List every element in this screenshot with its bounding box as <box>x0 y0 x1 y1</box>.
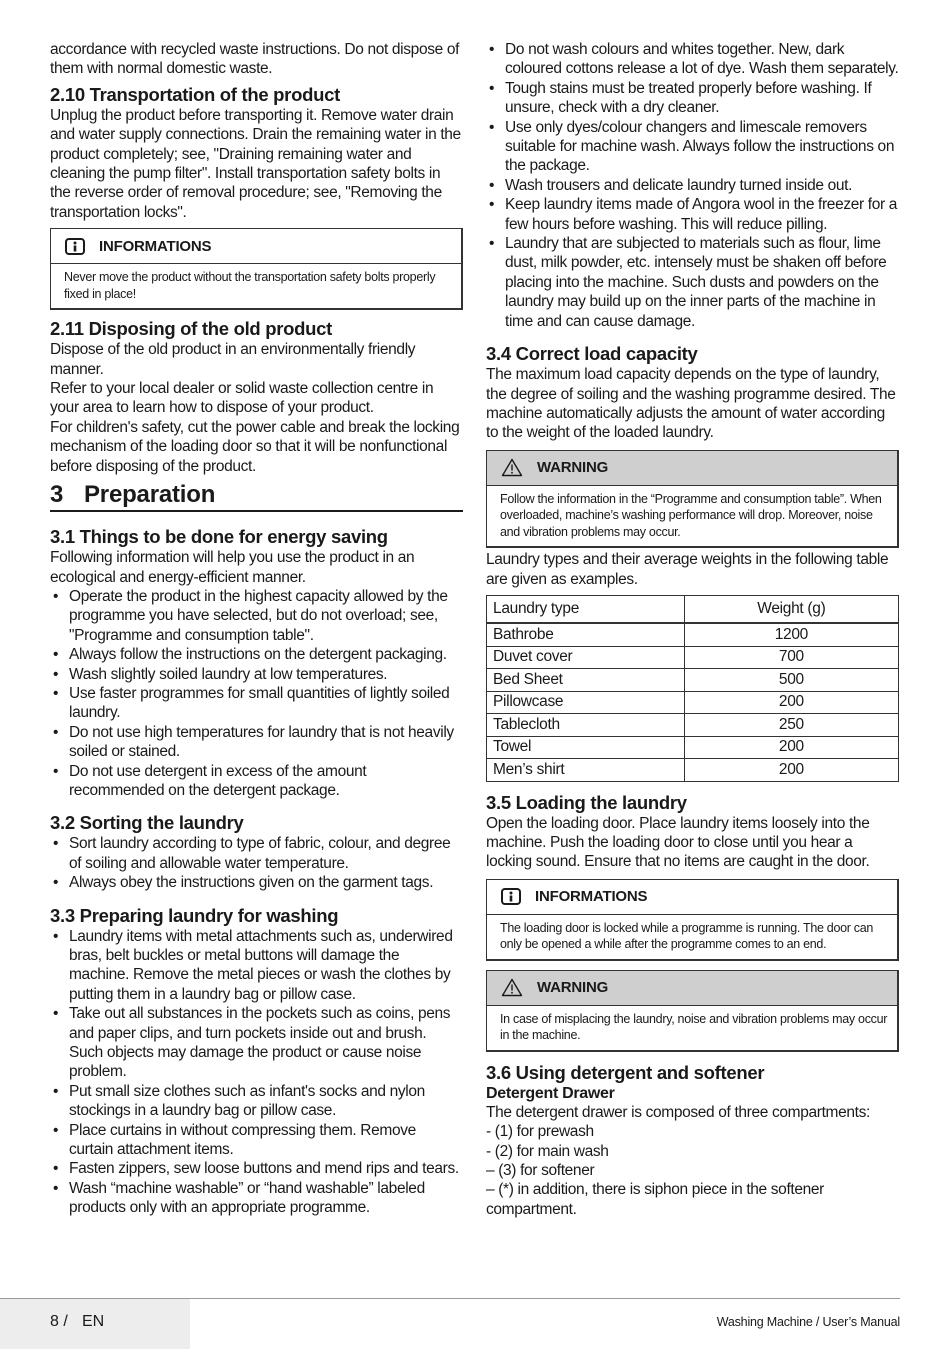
warning-box-body: Follow the information in the “Programme and consumption table”. When overloaded, machine’s washing performance will drop. Moreover, noise and vibration problems may occur. <box>500 491 882 539</box>
list-item: • Tough stains must be treated properly before washing. If unsure, check with a dry cleaner. <box>486 79 899 118</box>
table-cell: 250 <box>684 714 898 737</box>
section-3-2-list <box>50 834 463 892</box>
table-row <box>487 736 899 759</box>
column-header-laundry-type: Laundry type <box>487 596 685 624</box>
table-row <box>487 623 899 646</box>
info-box-header <box>487 880 897 915</box>
table-cell: 500 <box>684 669 898 692</box>
table-cell: Bathrobe <box>487 623 685 646</box>
section-2-11-p2: Refer to your local dealer or solid waste collection centre in your area to learn how to dispose of your product. <box>50 380 434 417</box>
section-2-10-body: Unplug the product before transporting it. Remove water drain and water supply connections. Drain the remaining water in the product completely; see, "Draining remaining water and cleaning the pump filter". Install transportation safety bolts in the reverse order of removal procedure; see, "Removing the transportation locks". <box>50 106 461 221</box>
section-2-10-heading: 2.10 Transportation of the product <box>50 83 340 105</box>
info-icon <box>501 888 521 905</box>
section-2-11-heading: 2.11 Disposing of the old product <box>50 318 333 340</box>
info-icon <box>65 238 85 255</box>
info-box-door <box>486 879 899 961</box>
warning-box-body: In case of misplacing the laundry, noise and vibration problems may occur in the machine. <box>500 1011 888 1043</box>
section-3-3-heading: 3.3 Preparing laundry for washing <box>50 904 339 926</box>
page-language: EN <box>82 1313 105 1330</box>
table-row <box>487 759 899 782</box>
list-item: • Place curtains in without compressing them. Remove curtain attachment items. <box>50 1121 463 1160</box>
table-cell: Men’s shirt <box>487 759 685 782</box>
section-3-1-intro: Following information will help you use the product in an ecological and energy-efficient manner. <box>50 549 415 586</box>
section-2-11-p1: Dispose of the old product in an environmentally friendly manner. <box>50 341 416 378</box>
section-2-11-p3: For children's safety, cut the power cable and break the locking mechanism of the loading door so that it will be nonfunctional before disposing of the product. <box>50 418 460 475</box>
list-item: • Do not wash colours and whites together. New, dark coloured cottons release a lot of dye. Wash them separately. <box>486 40 899 79</box>
compartment-item: – (*) in addition, there is siphon piece in the softener compartment. <box>486 1181 824 1218</box>
table-cell: 200 <box>684 691 898 714</box>
section-3-3-continued-list <box>486 40 899 331</box>
list-item: • Wash trousers and delicate laundry turned inside out. <box>486 176 899 195</box>
chapter-number: 3 <box>50 481 64 509</box>
section-3-2-heading: 3.2 Sorting the laundry <box>50 812 244 834</box>
table-row <box>487 714 899 737</box>
list-item: • Wash “machine washable” or “hand washable” labeled products only with an appropriate programme. <box>50 1179 463 1218</box>
column-header-weight: Weight (g) <box>684 596 898 624</box>
table-cell: Tablecloth <box>487 714 685 737</box>
table-intro: Laundry types and their average weights in the following table are given as examples. <box>486 551 889 588</box>
warning-box-header <box>487 451 897 486</box>
list-item: • Wash slightly soiled laundry at low temperatures. <box>50 665 463 684</box>
section-3-4-heading: 3.4 Correct load capacity <box>486 343 698 365</box>
list-item: • Use faster programmes for small quantities of lightly soiled laundry. <box>50 684 463 723</box>
table-cell: Pillowcase <box>487 691 685 714</box>
list-item: • Always follow the instructions on the detergent packaging. <box>50 645 463 664</box>
info-box-title: INFORMATIONS <box>535 888 648 906</box>
left-column <box>50 40 463 1218</box>
table-row <box>487 646 899 669</box>
manual-title: Washing Machine / User’s Manual <box>716 1315 900 1329</box>
table-row <box>487 669 899 692</box>
intro-continuation: accordance with recycled waste instructions. Do not dispose of them with normal domestic waste. <box>50 41 460 78</box>
warning-icon <box>501 978 523 997</box>
section-3-5-heading: 3.5 Loading the laundry <box>486 791 687 813</box>
table-cell: Towel <box>487 736 685 759</box>
compartment-item: - (2) for main wash <box>486 1142 609 1160</box>
table-cell: 1200 <box>684 623 898 646</box>
list-item: • Laundry that are subjected to materials such as flour, lime dust, milk powder, etc. intensely must be shaken off before placing into the machine. Such dusts and powders on the laundry may build up on the inner parts of the machine in time and can cause damage. <box>486 234 899 331</box>
list-item: • Put small size clothes such as infant's socks and nylon stockings in a laundry bag or pillow case. <box>50 1082 463 1121</box>
list-item: • Operate the product in the highest capacity allowed by the programme you have selected, but do not overload; see, "Programme and consumption table". <box>50 587 463 645</box>
compartment-item: - (1) for prewash <box>486 1123 594 1141</box>
list-item: • Fasten zippers, sew loose buttons and mend rips and tears. <box>50 1159 463 1178</box>
chapter-title: Preparation <box>84 481 216 509</box>
table-row <box>487 691 899 714</box>
section-3-6-heading: 3.6 Using detergent and softener <box>486 1061 765 1083</box>
info-box-body: Never move the product without the transportation safety bolts properly fixed in place! <box>64 270 436 301</box>
list-item: • Use only dyes/colour changers and limescale removers suitable for machine wash. Always follow the instructions on the package. <box>486 118 899 176</box>
list-item: • Take out all substances in the pockets such as coins, pens and paper clips, and turn pockets inside out and brush. Such objects may damage the product or cause noise problem. <box>50 1004 463 1082</box>
table-cell: Bed Sheet <box>487 669 685 692</box>
list-item: • Do not use detergent in excess of the amount recommended on the detergent package. <box>50 762 463 801</box>
warning-box-title: WARNING <box>537 979 609 997</box>
page-footer <box>0 1298 900 1349</box>
section-3-4-body: The maximum load capacity depends on the type of laundry, the degree of soiling and the washing programme desired. The machine automatically adjusts the amount of water according to the weight of the loaded laundry. <box>486 366 896 442</box>
table-cell: Duvet cover <box>487 646 685 669</box>
info-box-transport <box>50 228 463 310</box>
warning-box-misplacing <box>486 970 899 1052</box>
list-item: • Do not use high temperatures for laundry that is not heavily soiled or stained. <box>50 723 463 762</box>
section-3-1-list <box>50 587 463 800</box>
info-box-body: The loading door is locked while a programme is running. The door can only be opened a while after the programme comes to an end. <box>500 920 874 952</box>
right-column <box>486 40 899 1219</box>
section-3-6-intro: The detergent drawer is composed of three compartments: <box>486 1103 870 1121</box>
warning-icon <box>501 458 523 477</box>
table-cell: 200 <box>684 759 898 782</box>
chapter-heading <box>50 481 463 512</box>
laundry-weight-table <box>486 595 899 782</box>
section-3-1-heading: 3.1 Things to be done for energy saving <box>50 526 388 548</box>
table-header-row <box>487 596 899 624</box>
section-3-5-body: Open the loading door. Place laundry items loosely into the machine. Push the loading door to close until you hear a locking sound. Ensure that no items are caught in the door. <box>486 814 870 871</box>
list-item: • Laundry items with metal attachments such as, underwired bras, belt buckles or metal buttons will damage the machine. Remove the metal pieces or wash the clothes by putting them in a laundry bag or pillow case. <box>50 927 463 1005</box>
section-3-3-list <box>50 927 463 1218</box>
compartment-item: – (3) for softener <box>486 1161 595 1179</box>
list-item: • Always obey the instructions given on the garment tags. <box>50 873 463 892</box>
warning-box-header <box>487 971 897 1006</box>
table-cell: 200 <box>684 736 898 759</box>
warning-box-title: WARNING <box>537 459 609 477</box>
info-box-title: INFORMATIONS <box>99 237 212 255</box>
page-number: 8 / <box>50 1313 68 1330</box>
detergent-drawer-subheading: Detergent Drawer <box>486 1084 615 1102</box>
list-item: • Keep laundry items made of Angora wool in the freezer for a few hours before washing. This will reduce pilling. <box>486 195 899 234</box>
list-item: • Sort laundry according to type of fabric, colour, and degree of soiling and allowable water temperature. <box>50 834 463 873</box>
info-box-header <box>51 229 461 264</box>
table-cell: 700 <box>684 646 898 669</box>
warning-box-load <box>486 450 899 549</box>
